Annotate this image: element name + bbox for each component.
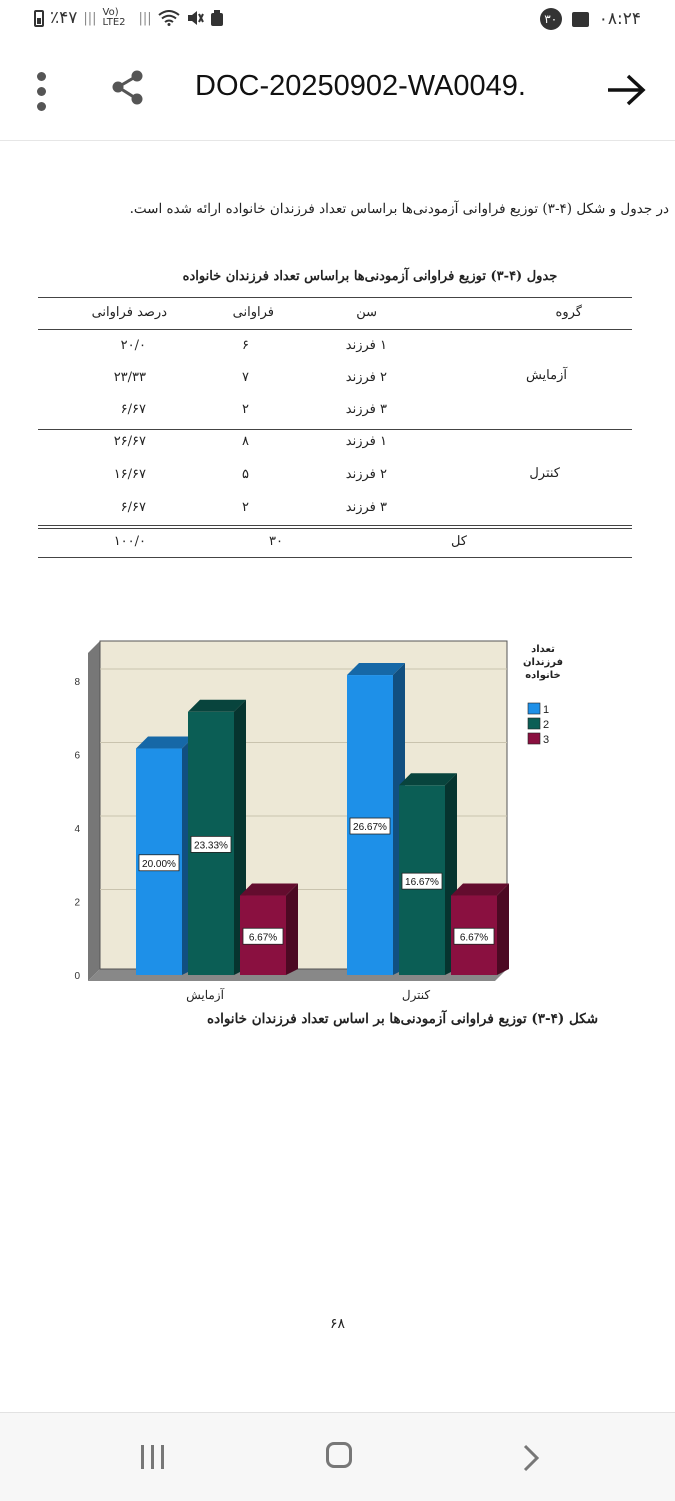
table-cell-age: ۲ فرزند: [345, 370, 387, 385]
group-name: آزمایش: [525, 368, 567, 383]
data-label: 23.33%: [194, 840, 228, 852]
table-cell-pct: ۶/۶۷: [120, 500, 146, 515]
document-page: [0, 141, 675, 1411]
signal-icon: |||: [83, 10, 97, 26]
table-cell-age: ۱ فرزند: [345, 434, 387, 449]
table-cell-age: ۲ فرزند: [345, 467, 387, 482]
mute-icon: [186, 10, 204, 26]
y-tick-label: 2: [74, 897, 80, 909]
table-caption: جدول (۴-۳) توزیع فراوانی آزمودنی‌ها براساس تعداد فرزندان خانواده: [182, 269, 558, 284]
intro-paragraph: در جدول و شکل (۴-۳) توزیع فراوانی آزمودنی‌ها براساس تعداد فرزندان خانواده ارائه شده است.: [129, 201, 669, 217]
data-label: 16.67%: [405, 877, 439, 889]
group-name: کنترل: [529, 466, 560, 481]
y-tick-label: 8: [74, 677, 80, 689]
legend-swatch: [528, 703, 540, 714]
clock: ۰۸:۲۴: [598, 9, 641, 29]
table-cell-pct: ۱۶/۶۷: [113, 467, 146, 482]
app-bar: [0, 42, 675, 141]
data-label: 20.00%: [142, 858, 176, 870]
arrow-right-icon[interactable]: [604, 70, 648, 110]
home-icon[interactable]: [326, 1442, 352, 1468]
page-number: ۶۸: [329, 1316, 346, 1332]
table-cell-pct: ۲۳/۳۳: [113, 370, 146, 385]
share-icon[interactable]: [108, 68, 148, 108]
table-cell-freq: ۸: [242, 434, 249, 449]
legend-swatch: [528, 733, 540, 744]
table-cell-age: ۳ فرزند: [345, 402, 387, 417]
status-left: [34, 8, 224, 28]
notification-badge: ۳۰: [540, 8, 562, 30]
status-bar: [0, 0, 675, 42]
bar-chart-svg: [50, 636, 570, 1006]
back-chevron-icon[interactable]: [516, 1443, 546, 1473]
legend-title: تعداد فرزندان خانواده: [522, 644, 564, 681]
more-options-icon[interactable]: [34, 72, 50, 112]
signal-icon-2: |||: [138, 10, 152, 26]
table-cell-freq: ۷: [242, 370, 249, 385]
network-label: Vo) LTE2: [102, 7, 126, 28]
table-cell-freq: ۵: [242, 467, 249, 482]
data-label: 6.67%: [459, 932, 489, 944]
legend-label: 3: [543, 734, 550, 746]
legend-swatch: [528, 718, 540, 729]
table-cell-pct: ۲۶/۶۷: [113, 434, 146, 449]
recycle-icon: [210, 10, 224, 26]
battery-level: ٪۴۷: [50, 8, 78, 28]
table-cell-pct: ۲۰/۰: [120, 338, 146, 353]
data-label: 6.67%: [248, 932, 278, 944]
header-group: گروه: [555, 305, 582, 320]
total-label: کل: [450, 534, 467, 549]
bar-side: [286, 884, 298, 975]
table-cell-freq: ۲: [242, 500, 249, 515]
y-tick-label: 6: [74, 750, 80, 762]
x-tick-label: آزمایش: [186, 988, 224, 1002]
y-tick-label: 0: [74, 971, 80, 982]
x-tick-label: کنترل: [401, 988, 431, 1002]
legend-label: 1: [543, 704, 550, 716]
table-cell-pct: ۶/۶۷: [120, 402, 146, 417]
table-cell-age: ۳ فرزند: [345, 500, 387, 515]
bar-side: [497, 884, 509, 975]
chart-side-wall: [88, 641, 100, 981]
image-icon: [572, 12, 589, 27]
header-age: سن: [356, 305, 377, 320]
y-tick-label: 4: [74, 824, 80, 836]
header-freq: فراوانی: [232, 305, 274, 320]
battery-icon: [34, 10, 44, 27]
table-cell-freq: ۶: [242, 338, 249, 353]
document-title: DOC-20250902-WA0049.: [195, 70, 526, 102]
total-freq: ۳۰: [269, 534, 283, 549]
status-right: [540, 8, 641, 30]
wifi-icon: [158, 10, 180, 26]
navigation-bar: [0, 1412, 675, 1501]
data-label: 26.67%: [353, 822, 387, 834]
total-pct: ۱۰۰/۰: [113, 534, 146, 549]
figure-caption: شکل (۴-۳) توزیع فراوانی آزمودنی‌ها بر اساس تعداد فرزندان خانواده: [207, 1011, 598, 1027]
table-cell-freq: ۲: [242, 402, 249, 417]
legend-label: 2: [543, 719, 550, 731]
bar-chart: [50, 636, 570, 1006]
recent-apps-icon[interactable]: [138, 1443, 168, 1471]
header-pct: درصد فراوانی: [91, 305, 167, 320]
table-cell-age: ۱ فرزند: [345, 338, 387, 353]
